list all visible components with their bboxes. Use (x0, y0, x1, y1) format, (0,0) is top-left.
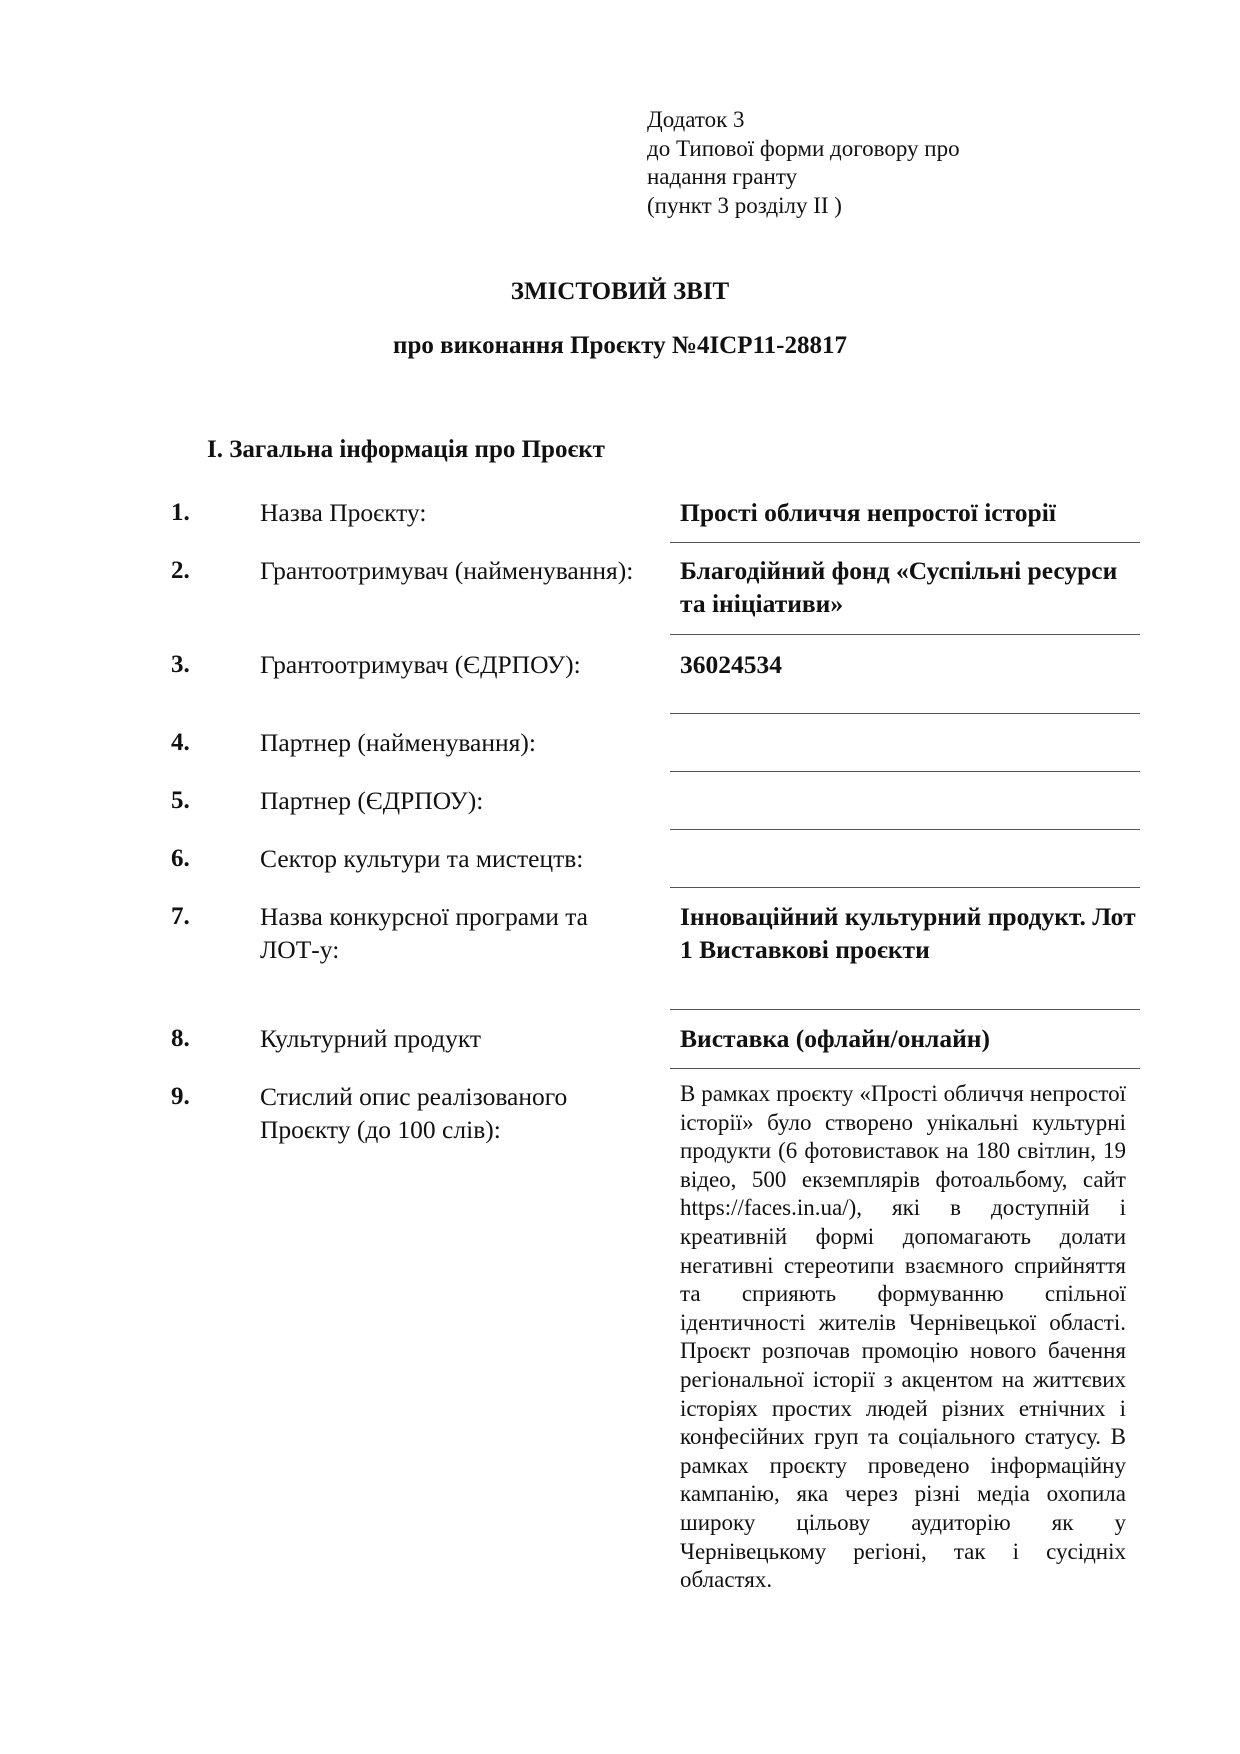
annex-line: надання гранту (647, 164, 798, 189)
field-underline (670, 634, 1140, 635)
row-label: Стислий опис реалізованого Проєкту (до 100 слів): (260, 1082, 568, 1144)
field-underline (670, 887, 1140, 888)
row-label: Грантоотримувач (найменування): (260, 556, 634, 585)
document-subtitle: про виконання Проєкту №4ICP11-28817 (393, 332, 847, 359)
row-number: 5. (171, 787, 190, 814)
field-underline (670, 542, 1140, 543)
annex-line: Додаток 3 (647, 107, 745, 132)
row-value: Інноваційний культурний продукт. Лот 1 Виставкові проєкти (680, 902, 1136, 964)
row-value: 36024534 (680, 650, 782, 679)
field-underline (670, 829, 1140, 830)
field-underline (670, 771, 1140, 772)
row-number: 1. (171, 499, 190, 526)
row-value: Виставка (офлайн/онлайн) (680, 1024, 990, 1053)
row-label: Партнер (найменування): (260, 728, 536, 757)
row-label: Грантоотримувач (ЄДРПОУ): (260, 650, 581, 679)
field-underline (670, 1068, 1140, 1069)
annex-line: (пункт 3 розділу ІІ ) (647, 192, 842, 218)
row-number: 6. (171, 845, 190, 872)
row-label: Культурний продукт (260, 1024, 482, 1053)
row-value: Прості обличчя непростої історії (680, 498, 1056, 527)
field-underline (670, 713, 1140, 714)
row-value: Благодійний фонд «Суспільні ресурси та ініціативи» (680, 556, 1118, 618)
row-number: 9. (171, 1083, 190, 1110)
project-description: В рамках проєкту «Прості обличчя непростої історії» було створено унікальні культурні продукти (6 фотовиставок на 180 світлин, 19 відео, 500 екземплярів фотоальбому, сайт https://faces.in.ua/), які в доступній і креативній формі допомагають долати негативні стереотипи взаємного сприйняття та сприяють формуванню спільної ідентичності жителів Чернівецької області. Проєкт розпочав промоцію нового бачення регіональної історії з акцентом на життєвих історіях простих людей різних етнічних і конфесійних груп та соціального статусу. В рамках проєкту проведено інформаційну кампанію, яка через різні медіа охопила широку цільову аудиторію як у Чернівецькому регіоні, так і сусідніх областях. (680, 1081, 1126, 1593)
row-number: 2. (171, 557, 190, 584)
row-number: 7. (171, 903, 190, 930)
row-label: Назва Проєкту: (260, 498, 427, 527)
row-number: 8. (171, 1025, 190, 1052)
annex-note (647, 106, 960, 220)
row-label: Партнер (ЄДРПОУ): (260, 786, 484, 815)
row-label: Сектор культури та мистецтв: (260, 844, 584, 873)
row-number: 3. (171, 651, 190, 678)
field-underline (670, 1009, 1140, 1010)
row-number: 4. (171, 729, 190, 756)
section-heading: I. Загальна інформація про Проєкт (207, 436, 605, 463)
row-label: Назва конкурсної програми та ЛОТ-у: (260, 902, 589, 964)
document-title: ЗМІСТОВИЙ ЗВІТ (510, 278, 730, 305)
annex-line: до Типової форми договору про (647, 135, 960, 161)
